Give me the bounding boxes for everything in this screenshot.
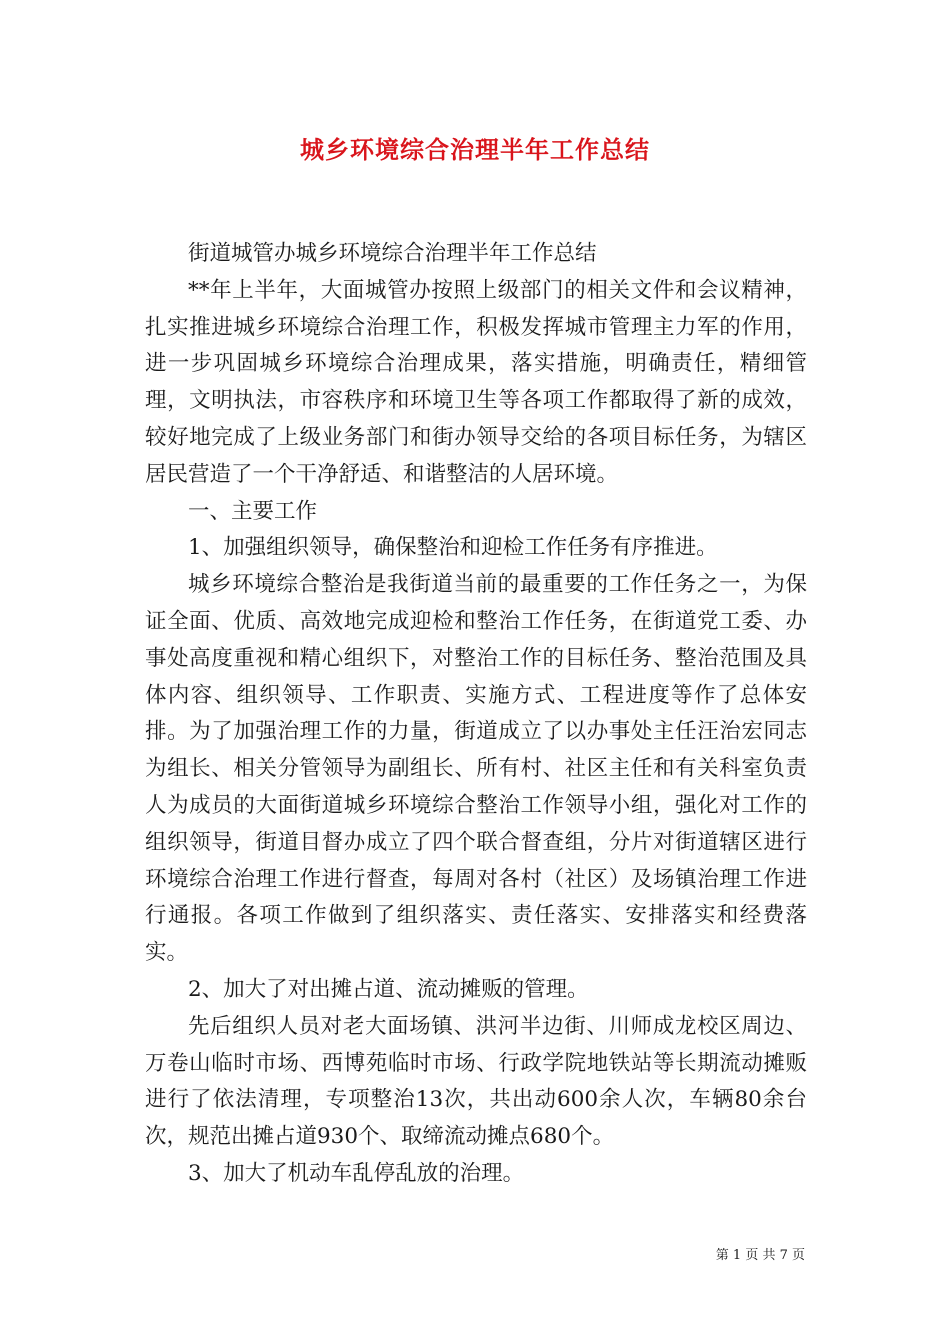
- subtitle-paragraph: 街道城管办城乡环境综合治理半年工作总结: [188, 241, 597, 266]
- item-heading-3: 3、加大了机动车乱停乱放的治理。: [188, 1160, 525, 1186]
- page-title: 城乡环境综合治理半年工作总结: [300, 135, 650, 164]
- item-heading-2: 2、加大了对出摊占道、流动摊贩的管理。: [188, 976, 589, 1002]
- item-heading-1: 1、加强组织领导，确保整治和迎检工作任务有序推进。: [188, 535, 718, 561]
- intro-paragraph: **年上半年，大面城管办按照上级部门的相关文件和会议精神，扎实推进城乡环境综合治理工作，积极发挥城市管理主力军的作用，进一步巩固城乡环境综合治理成果，落实措施，明确责任，精细管理，文明执法，市容秩序和环境卫生等各项工作都取得了新的成效，较好地完成了上级业务部门和街办领导交给的各项目标任务，为辖区居民营造了一个干净舒适、和谐整洁的人居环境。: [145, 277, 807, 487]
- page-number-footer: 第 1 页 共 7 页: [715, 1248, 805, 1263]
- item-paragraph-1: 城乡环境综合整治是我街道当前的最重要的工作任务之一，为保证全面、优质、高效地完成迎检和整治工作任务，在街道党工委、办事处高度重视和精心组织下，对整治工作的目标任务、整治范围及具体内容、组织领导、工作职责、实施方式、工程进度等作了总体安排。为了加强治理工作的力量，街道成立了以办事处主任汪治宏同志为组长、相关分管领导为副组长、所有村、社区主任和有关科室负责人为成员的大面街道城乡环境综合整治工作领导小组，强化对工作的组织领导，街道目督办成立了四个联合督查组，分片对街道辖区进行环境综合治理工作进行督查，每周对各村（社区）及场镇治理工作进行通报。各项工作做到了组织落实、责任落实、安排落实和经费落实。: [145, 572, 807, 966]
- item-paragraph-2: 先后组织人员对老大面场镇、洪河半边街、川师成龙校区周边、万卷山临时市场、西博苑临时市场、行政学院地铁站等长期流动摊贩进行了依法清理，专项整治13次，共出动600余人次，车辆80余台次，规范出摊占道930个、取缔流动摊点680个。: [145, 1013, 807, 1150]
- section-heading: 一、主要工作: [188, 498, 318, 524]
- document-body: [145, 236, 807, 1193]
